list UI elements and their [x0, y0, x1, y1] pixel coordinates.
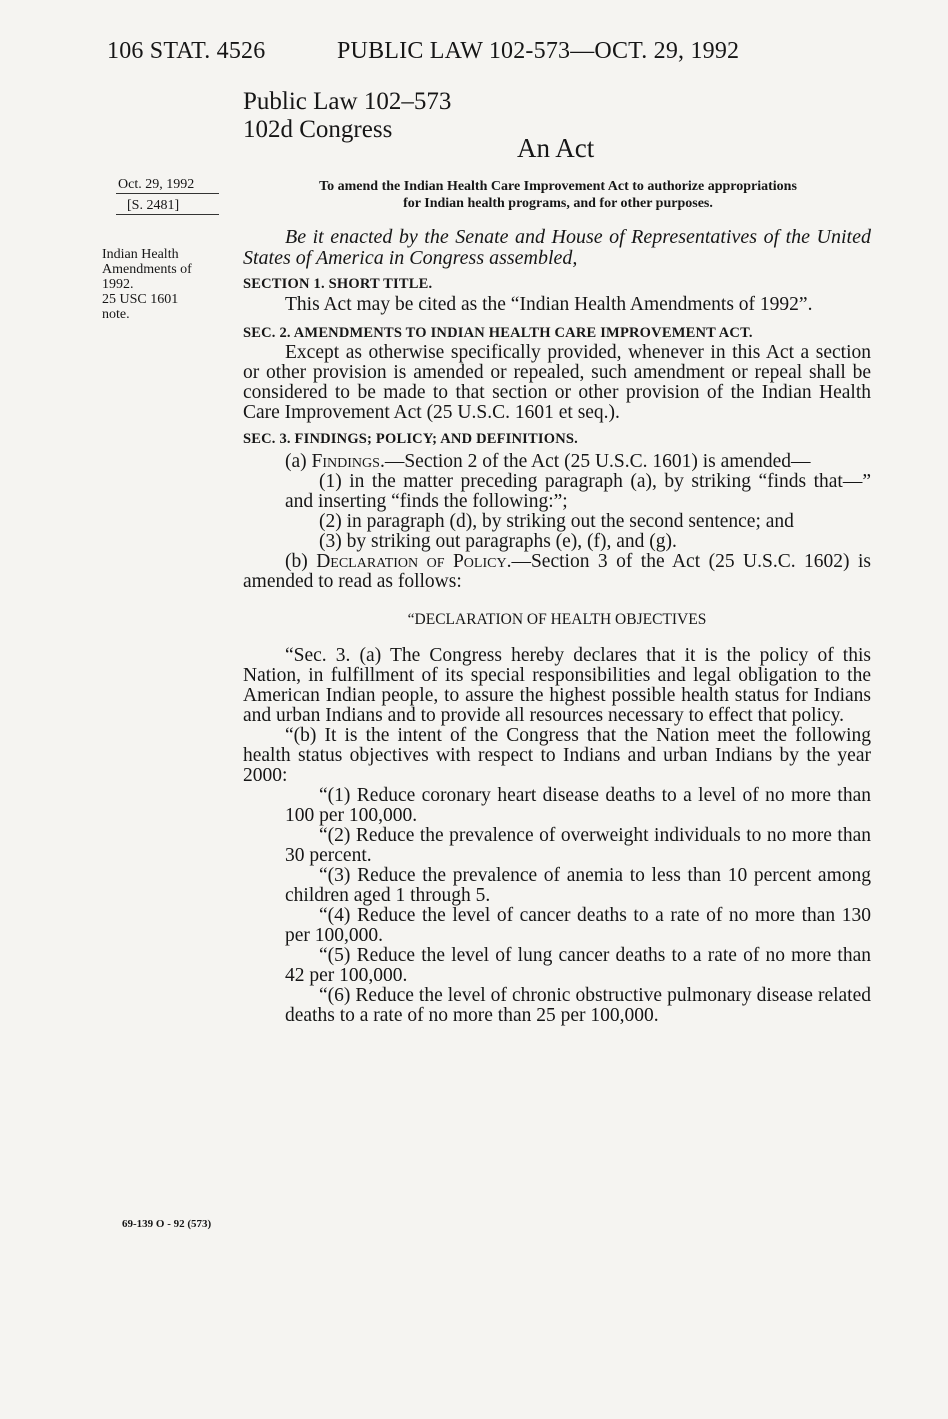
- margin-date: Oct. 29, 1992: [118, 177, 195, 192]
- section-1-heading: SECTION 1. SHORT TITLE.: [243, 276, 433, 292]
- list-item: “(3) Reduce the prevalence of anemia to less than 10 percent among children aged 1 through 5.: [285, 865, 871, 906]
- list-item: “(5) Reduce the level of lung cancer deaths to a rate of no more than 42 per 100,000.: [285, 945, 871, 986]
- print-footer: 69-139 O - 92 (573): [122, 1218, 212, 1230]
- section-3a-text: “Sec. 3. (a) The Congress hereby declares that it is the policy of this Nation, in fulfillment of its special responsibilities and legal obligation to the American Indian people, to assure the highest possible health status for Indians and urban Indians and to provide all resources necessary to effect that policy.: [243, 645, 871, 726]
- section-2-heading: SEC. 2. AMENDMENTS TO INDIAN HEALTH CARE IMPROVEMENT ACT.: [243, 325, 753, 341]
- declaration-heading: “DECLARATION OF HEALTH OBJECTIVES: [407, 611, 707, 628]
- list-item: (3) by striking out paragraphs (e), (f), and (g).: [319, 531, 677, 552]
- congress-title: 102d Congress: [243, 116, 393, 143]
- margin-bill-number: [S. 2481]: [127, 198, 180, 213]
- public-law-title: Public Law 102–573: [243, 88, 452, 115]
- margin-divider: [116, 193, 219, 194]
- subsection-a: (a) Findings.—Section 2 of the Act (25 U.S.C. 1601) is amended—: [285, 451, 811, 472]
- act-purpose: To amend the Indian Health Care Improvement Act to authorize appropriations for Indian health programs, and for other purposes.: [319, 179, 797, 211]
- list-item: “(4) Reduce the level of cancer deaths to a rate of no more than 130 per 100,000.: [285, 905, 871, 946]
- running-header: PUBLIC LAW 102-573—OCT. 29, 1992: [337, 38, 740, 64]
- section-3-heading: SEC. 3. FINDINGS; POLICY; AND DEFINITIONS.: [243, 431, 578, 447]
- list-item: (2) in paragraph (d), by striking out the second sentence; and: [319, 511, 794, 532]
- section-2-text: Except as otherwise specifically provided, whenever in this Act a section or other provision is amended or repealed, such amendment or repeal shall be considered to be made to that section or other provision of the Indian Health Care Improvement Act (25 U.S.C. 1601 et seq.).: [243, 342, 871, 423]
- list-item: “(6) Reduce the level of chronic obstructive pulmonary disease related deaths to a rate of no more than 25 per 100,000.: [285, 985, 871, 1026]
- an-act-title: An Act: [517, 133, 595, 163]
- subsection-a-items: [243, 472, 871, 552]
- list-item: “(1) Reduce coronary heart disease deaths to a level of no more than 100 per 100,000.: [285, 785, 871, 826]
- health-objectives-list: [243, 786, 871, 1026]
- enacting-clause: Be it enacted by the Senate and House of Representatives of the United States of America in Congress assembled,: [243, 226, 871, 269]
- list-item: “(2) Reduce the prevalence of overweight individuals to no more than 30 percent.: [285, 825, 871, 866]
- margin-short-title-note: Indian Health Amendments of 1992. 25 USC 1601 note.: [102, 247, 192, 322]
- margin-divider: [116, 214, 219, 215]
- subsection-b: (b) Declaration of Policy.—Section 3 of the Act (25 U.S.C. 1602) is amended to read as follows:: [243, 551, 871, 592]
- act-body: [243, 227, 871, 1026]
- section-1-text: This Act may be cited as the “Indian Health Amendments of 1992”.: [285, 294, 813, 315]
- list-item: (1) in the matter preceding paragraph (a), by striking “finds that—” and inserting “finds the following:”;: [285, 471, 871, 512]
- section-3b-text: “(b) It is the intent of the Congress that the Nation meet the following health status objectives with respect to Indians and urban Indians by the year 2000:: [243, 725, 871, 786]
- page-stat-number: 106 STAT. 4526: [107, 38, 266, 64]
